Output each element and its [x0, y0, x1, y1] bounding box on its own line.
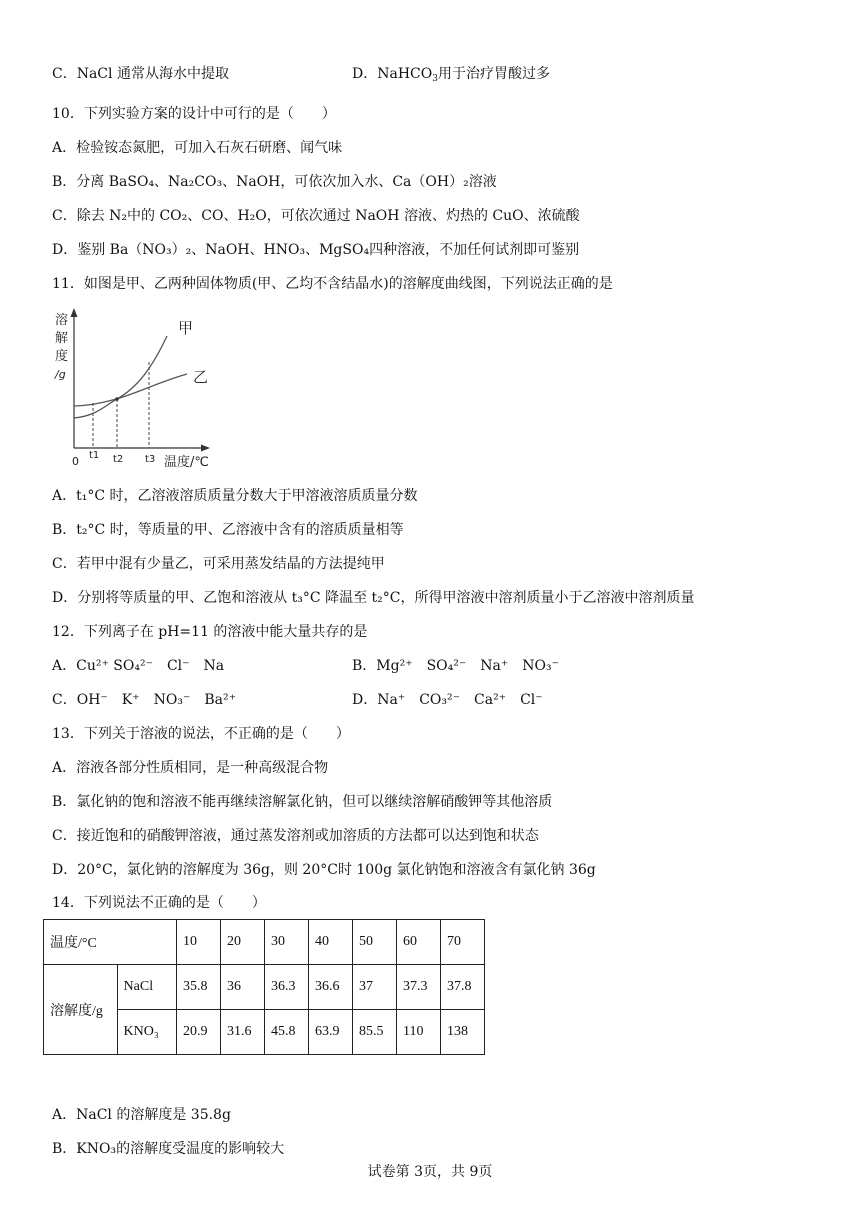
- table-row-header: [44, 920, 485, 965]
- q9-option-c: C．NaCl 通常从海水中提取: [52, 66, 229, 82]
- temp-cell: 20: [221, 920, 265, 965]
- temp-cell: 60: [397, 920, 441, 965]
- temp-cell: 30: [265, 920, 309, 965]
- y-label-1: 溶: [55, 313, 69, 328]
- row-name: KNO₃: [117, 1010, 176, 1055]
- tick-t1: t1: [89, 450, 100, 461]
- header-label: 温度/°C: [44, 920, 177, 965]
- value-cell: 37: [353, 965, 397, 1010]
- q14-option-b: B．KNO₃的溶解度受温度的影响较大: [52, 1141, 285, 1157]
- q12-option-c: C．OH⁻ K⁺ NO₃⁻ Ba²⁺: [52, 692, 237, 708]
- value-cell: 20.9: [177, 1010, 221, 1055]
- q10-option-d: D．鉴别 Ba（NO₃）₂、NaOH、HNO₃、MgSO₄四种溶液，不加任何试剂即可鉴别: [52, 242, 580, 258]
- q10-option-b: B．分离 BaSO₄、Na₂CO₃、NaOH，可依次加入水、Ca（OH）₂溶液: [52, 174, 497, 190]
- value-cell: 31.6: [221, 1010, 265, 1055]
- y-label-4: /g: [55, 368, 66, 381]
- value-cell: 110: [397, 1010, 441, 1055]
- q13-option-b: B．氯化钠的饱和溶液不能再继续溶解氯化钠，但可以继续溶解硝酸钾等其他溶质: [52, 794, 553, 810]
- y-label-3: 度: [55, 349, 69, 364]
- series-jia-label: 甲: [178, 319, 194, 337]
- q11-option-b: B．t₂°C 时，等质量的甲、乙溶液中含有的溶质质量相等: [52, 522, 404, 538]
- y-axis-arrow: [71, 308, 78, 317]
- solubility-chart: [52, 306, 222, 471]
- value-cell: 36.6: [309, 965, 353, 1010]
- q11-option-a: A．t₁°C 时，乙溶液溶质质量分数大于甲溶液溶质质量分数: [52, 488, 418, 504]
- value-cell: 37.3: [397, 965, 441, 1010]
- q10-option-c: C．除去 N₂中的 CO₂、CO、H₂O，可依次通过 NaOH 溶液、灼热的 CuO、浓硫酸: [52, 208, 580, 224]
- q13-option-a: A．溶液各部分性质相同，是一种高级混合物: [52, 760, 329, 776]
- y-label-2: 解: [55, 331, 69, 346]
- series-jia-curve: [74, 336, 167, 418]
- q10-option-a: A．检验铵态氮肥，可加入石灰石研磨、闻气味: [52, 140, 343, 156]
- value-cell: 35.8: [177, 965, 221, 1010]
- table-row: [44, 965, 485, 1010]
- row-name: NaCl: [117, 965, 176, 1010]
- value-cell: 36.3: [265, 965, 309, 1010]
- q11-option-c: C．若甲中混有少量乙，可采用蒸发结晶的方法提纯甲: [52, 556, 385, 572]
- q13-option-d: D．20°C，氯化钠的溶解度为 36g，则 20°C时 100g 氯化钠饱和溶液含有氯化钠 36g: [52, 862, 596, 878]
- q11-stem: 11．如图是甲、乙两种固体物质(甲、乙均不含结晶水)的溶解度曲线图，下列说法正确的是: [52, 276, 613, 292]
- origin-label: 0: [72, 455, 79, 468]
- q12-option-a: A．Cu²⁺ SO₄²⁻ Cl⁻ Na: [52, 658, 225, 674]
- temp-cell: 70: [441, 920, 485, 965]
- q12-option-b: B．Mg²⁺ SO₄²⁻ Na⁺ NO₃⁻: [352, 658, 559, 674]
- q14-option-a: A．NaCl 的溶解度是 35.8g: [52, 1107, 231, 1123]
- q12-stem: 12．下列离子在 pH=11 的溶液中能大量共存的是: [52, 624, 368, 640]
- value-cell: 138: [441, 1010, 485, 1055]
- q14-stem: 14．下列说法不正确的是（ ）: [52, 895, 266, 911]
- series-yi-label: 乙: [193, 368, 209, 386]
- temp-cell: 50: [353, 920, 397, 965]
- value-cell: 85.5: [353, 1010, 397, 1055]
- temp-cell: 10: [177, 920, 221, 965]
- temp-cell: 40: [309, 920, 353, 965]
- solubility-table: [43, 919, 485, 1055]
- q13-option-c: C．接近饱和的硝酸钾溶液，通过蒸发溶剂或加溶质的方法都可以达到饱和状态: [52, 828, 539, 844]
- q12-option-d: D．Na⁺ CO₃²⁻ Ca²⁺ Cl⁻: [352, 692, 543, 708]
- q13-stem: 13．下列关于溶液的说法，不正确的是（ ）: [52, 726, 350, 742]
- page-footer: 试卷第 3页，共 9页: [367, 1164, 493, 1180]
- value-cell: 36: [221, 965, 265, 1010]
- value-cell: 45.8: [265, 1010, 309, 1055]
- q9-option-d: D．NaHCO$_3$用于治疗胃酸过多: [352, 66, 550, 84]
- q11-option-d: D．分别将等质量的甲、乙饱和溶液从 t₃°C 降温至 t₂°C，所得甲溶液中溶剂质量小于乙溶液中溶剂质量: [52, 590, 695, 606]
- tick-t3: t3: [145, 454, 156, 465]
- q10-stem: 10．下列实验方案的设计中可行的是（ ）: [52, 106, 336, 122]
- x-axis-arrow: [201, 445, 210, 452]
- value-cell: 37.8: [441, 965, 485, 1010]
- row-group-label: 溶解度/g: [44, 965, 118, 1055]
- x-label: 温度/℃: [164, 455, 209, 470]
- intersection-point: [115, 397, 119, 401]
- tick-t2: t2: [113, 454, 124, 465]
- value-cell: 63.9: [309, 1010, 353, 1055]
